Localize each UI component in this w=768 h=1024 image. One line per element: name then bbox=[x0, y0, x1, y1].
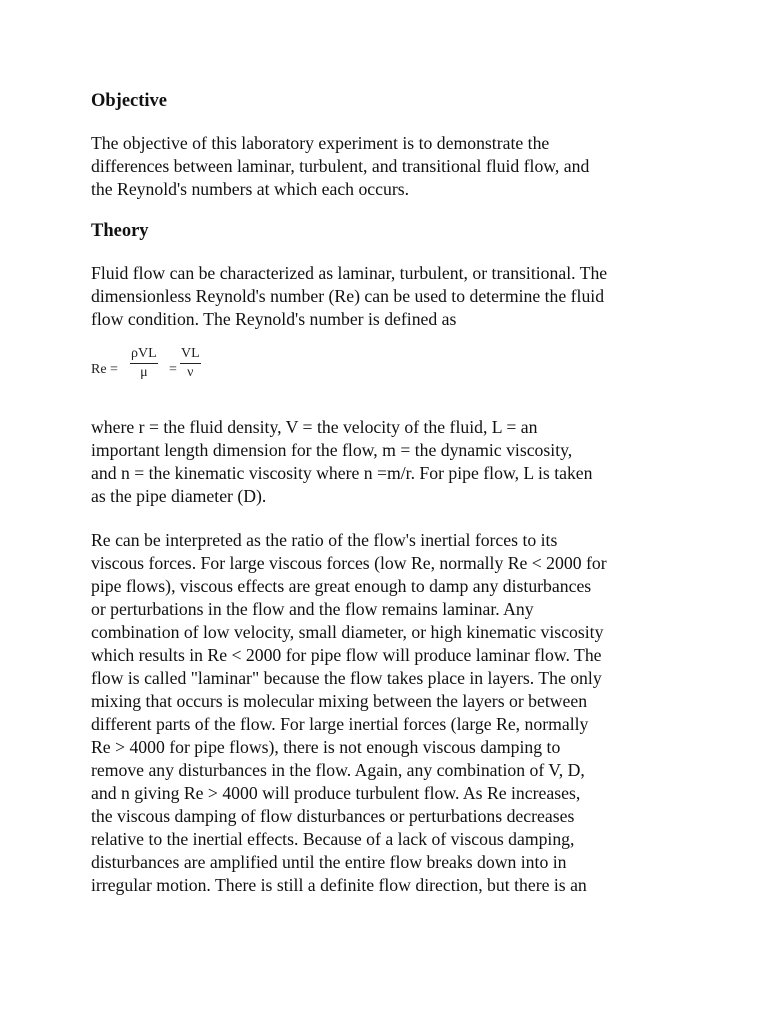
formula-fraction-2 bbox=[180, 346, 201, 382]
text-line: flow is called "laminar" because the flow takes place in layers. The only bbox=[91, 668, 602, 688]
formula-lhs: Re = bbox=[91, 362, 118, 377]
reynolds-interpretation-paragraph bbox=[91, 529, 691, 897]
formula-fraction-2-denominator: ν bbox=[187, 365, 194, 380]
text-line: and n giving Re > 4000 will produce turbulent flow. As Re increases, bbox=[91, 783, 581, 803]
text-line: which results in Re < 2000 for pipe flow will produce laminar flow. The bbox=[91, 645, 602, 665]
text-line: viscous forces. For large viscous forces (low Re, normally Re < 2000 for bbox=[91, 553, 607, 573]
text-line: Fluid flow can be characterized as laminar, turbulent, or transitional. The bbox=[91, 263, 608, 283]
text-line: relative to the inertial effects. Because of a lack of viscous damping, bbox=[91, 829, 575, 849]
text-line: the Reynold's numbers at which each occurs. bbox=[91, 179, 410, 199]
text-line: pipe flows), viscous effects are great enough to damp any disturbances bbox=[91, 576, 592, 596]
text-line: disturbances are amplified until the entire flow breaks down into in bbox=[91, 852, 567, 872]
variable-definitions-paragraph bbox=[91, 416, 691, 508]
text-line: mixing that occurs is molecular mixing between the layers or between bbox=[91, 691, 588, 711]
formula-fraction-1 bbox=[130, 346, 158, 382]
text-line: different parts of the flow. For large inertial forces (large Re, normally bbox=[91, 714, 589, 734]
text-line: Re > 4000 for pipe flows), there is not enough viscous damping to bbox=[91, 737, 561, 757]
text-line: as the pipe diameter (D). bbox=[91, 486, 267, 506]
text-line: the viscous damping of flow disturbances or perturbations decreases bbox=[91, 806, 575, 826]
formula-equals: = bbox=[169, 362, 177, 377]
text-line: The objective of this laboratory experiment is to demonstrate the bbox=[91, 133, 550, 153]
text-line: dimensionless Reynold's number (Re) can be used to determine the fluid bbox=[91, 286, 605, 306]
heading-objective: Objective bbox=[91, 91, 168, 111]
document-page bbox=[91, 90, 691, 897]
formula-fraction-2-numerator: VL bbox=[180, 346, 201, 364]
text-line: flow condition. The Reynold's number is defined as bbox=[91, 309, 457, 329]
formula-fraction-1-numerator: ρVL bbox=[130, 346, 158, 364]
text-line: irregular motion. There is still a definite flow direction, but there is an bbox=[91, 875, 587, 895]
reynolds-number-formula bbox=[91, 346, 691, 396]
formula-fraction-1-denominator: μ bbox=[140, 365, 148, 380]
text-line: remove any disturbances in the flow. Again, any combination of V, D, bbox=[91, 760, 585, 780]
objective-paragraph bbox=[91, 132, 691, 201]
heading-theory: Theory bbox=[91, 221, 149, 241]
text-line: differences between laminar, turbulent, and transitional fluid flow, and bbox=[91, 156, 590, 176]
text-line: or perturbations in the flow and the flow remains laminar. Any bbox=[91, 599, 534, 619]
text-line: important length dimension for the flow, m = the dynamic viscosity, bbox=[91, 440, 573, 460]
theory-intro-paragraph bbox=[91, 262, 691, 331]
text-line: combination of low velocity, small diameter, or high kinematic viscosity bbox=[91, 622, 604, 642]
text-line: and n = the kinematic viscosity where n =m/r. For pipe flow, L is taken bbox=[91, 463, 593, 483]
text-line: where r = the fluid density, V = the velocity of the fluid, L = an bbox=[91, 417, 538, 437]
text-line: Re can be interpreted as the ratio of the flow's inertial forces to its bbox=[91, 530, 558, 550]
